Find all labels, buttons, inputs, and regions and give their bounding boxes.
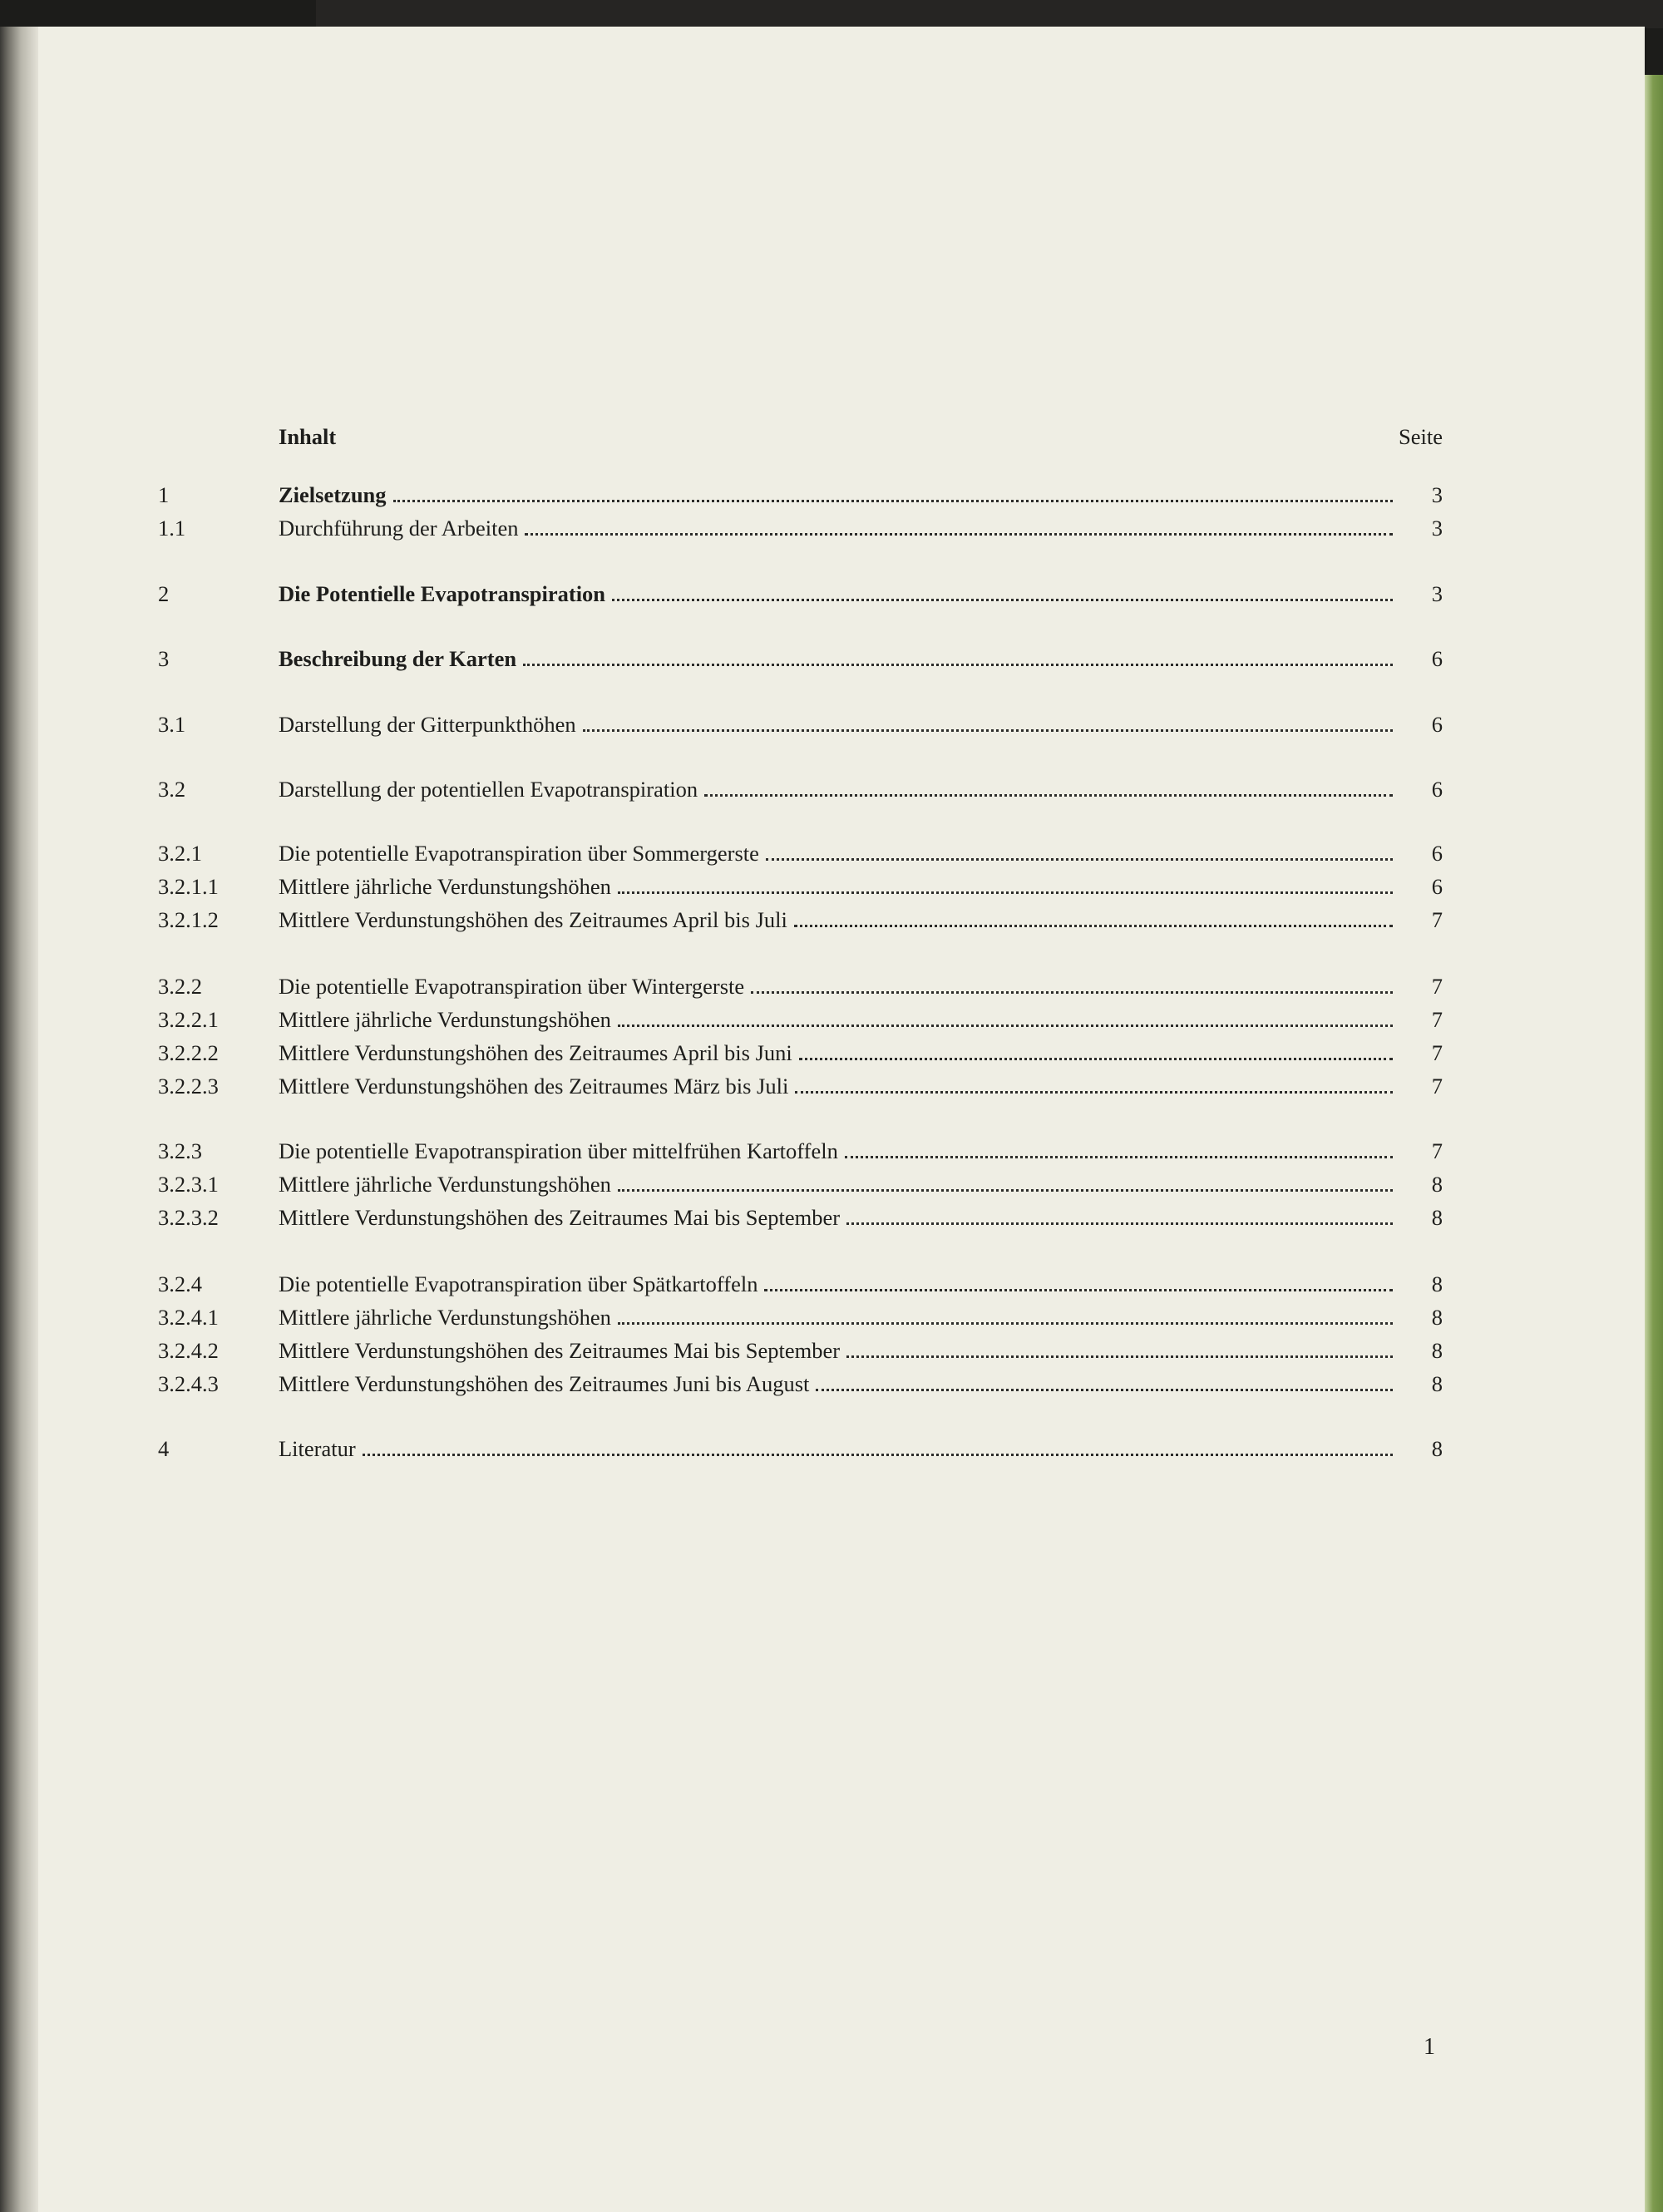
toc-entry[interactable] [158,581,1443,615]
toc-entry-title: Die potentielle Evapotranspiration über mittelfrühen Kartoffeln [279,1138,838,1163]
toc-entry[interactable] [158,841,1443,874]
toc-entry-number: 3.2.4.2 [158,1338,219,1363]
toc-entry-page: 8 [1431,1271,1443,1296]
toc-entry-title: Durchführung der Arbeiten [279,516,519,541]
toc-entry-page: 3 [1431,516,1443,541]
toc-entry[interactable] [158,646,1443,679]
toc-entry-title: Zielsetzung [279,482,387,507]
dot-leader [846,1222,1393,1225]
dot-leader [618,891,1393,894]
toc-page-column-label: Seite [1399,424,1443,449]
dot-leader [525,533,1393,536]
toc-entry-page: 7 [1431,974,1443,999]
toc-entry-number: 3.2.3.1 [158,1172,219,1197]
dot-leader [845,1156,1393,1158]
toc-entry-number: 1.1 [158,516,186,541]
toc-entry-title: Die potentielle Evapotranspiration über Sommergerste [279,841,759,866]
toc-entry-page: 7 [1431,1074,1443,1099]
toc-entry-page: 8 [1431,1172,1443,1197]
toc-entry-number: 3.2.4.1 [158,1305,219,1330]
toc-entry-number: 3.2.2.2 [158,1040,219,1065]
toc-entry[interactable] [158,1172,1443,1205]
toc-entry-title: Mittlere jährliche Verdunstungshöhen [279,1172,611,1197]
toc-entry-number: 3.1 [158,712,186,737]
toc-entry-page: 6 [1431,841,1443,866]
dot-leader [794,925,1393,927]
dot-leader [363,1454,1393,1456]
dot-leader [764,1289,1393,1291]
toc-entry[interactable] [158,777,1443,810]
toc-entry[interactable] [158,1305,1443,1338]
toc-entry-title: Mittlere jährliche Verdunstungshöhen [279,874,611,899]
toc-entry-title: Mittlere jährliche Verdunstungshöhen [279,1007,611,1032]
toc-entry-number: 3.2.3 [158,1138,202,1163]
toc-entry[interactable] [158,1007,1443,1040]
dot-leader [618,1322,1393,1325]
toc-entry-title: Beschreibung der Karten [279,646,517,671]
toc-entry[interactable] [158,1436,1443,1469]
toc-entry-title: Mittlere Verdunstungshöhen des Zeitraumes März bis Juli [279,1074,789,1099]
toc-entry-page: 8 [1431,1436,1443,1461]
toc-entry-title: Die potentielle Evapotranspiration über Spätkartoffeln [279,1271,758,1296]
dot-leader [612,599,1393,601]
toc-entry-number: 3.2.1 [158,841,202,866]
toc-entry-page: 6 [1431,874,1443,899]
toc-entry-title: Mittlere jährliche Verdunstungshöhen [279,1305,611,1330]
toc-entry[interactable] [158,1138,1443,1172]
dot-leader [816,1389,1393,1391]
toc-entry[interactable] [158,1040,1443,1074]
toc-entry-number: 3.2.2.1 [158,1007,219,1032]
toc-entry[interactable] [158,1338,1443,1371]
dot-leader [523,664,1393,666]
dot-leader [393,500,1393,502]
toc-entry[interactable] [158,1271,1443,1305]
toc-entry-page: 6 [1431,777,1443,802]
toc-entry[interactable] [158,1074,1443,1107]
toc-entry-page: 3 [1431,482,1443,507]
toc-entry[interactable] [158,1205,1443,1238]
dot-leader [751,991,1393,994]
scan-top-border [316,0,1663,28]
toc-entry-number: 3 [158,646,170,671]
dot-leader [795,1091,1393,1094]
toc-entry-page: 3 [1431,581,1443,606]
toc-entry-page: 8 [1431,1205,1443,1230]
toc-entry-number: 3.2 [158,777,186,802]
toc-entry-page: 8 [1431,1338,1443,1363]
dot-leader [618,1025,1393,1027]
toc-entry-title: Darstellung der potentiellen Evapotranspiration [279,777,698,802]
toc-entry-number: 3.2.2 [158,974,202,999]
toc-entry-title: Mittlere Verdunstungshöhen des Zeitraumes April bis Juni [279,1040,792,1065]
toc-title: Inhalt [279,424,337,449]
dot-leader [583,729,1393,732]
toc-entry[interactable] [158,712,1443,745]
toc-entry-page: 8 [1431,1305,1443,1330]
toc-entry[interactable] [158,516,1443,549]
toc-entry-page: 6 [1431,646,1443,671]
toc-entry-title: Die potentielle Evapotranspiration über Wintergerste [279,974,745,999]
toc-entry-title: Die Potentielle Evapotranspiration [279,581,606,606]
toc-entry[interactable] [158,974,1443,1007]
toc-header [158,424,1443,457]
toc-entry-title: Mittlere Verdunstungshöhen des Zeitraumes Mai bis September [279,1205,841,1230]
toc-entry-title: Mittlere Verdunstungshöhen des Zeitraumes Juni bis August [279,1371,810,1396]
toc-entry-number: 3.2.3.2 [158,1205,219,1230]
table-of-contents [158,424,1443,1469]
toc-entry-title: Mittlere Verdunstungshöhen des Zeitraumes Mai bis September [279,1338,841,1363]
toc-entry-page: 7 [1431,907,1443,932]
toc-entry-page: 7 [1431,1138,1443,1163]
toc-entry-number: 4 [158,1436,170,1461]
toc-entry-number: 3.2.4.3 [158,1371,219,1396]
dot-leader [704,794,1393,797]
toc-entry-number: 2 [158,581,170,606]
toc-entry-page: 6 [1431,712,1443,737]
toc-entry-page: 7 [1431,1040,1443,1065]
spine-shadow [0,27,38,2212]
toc-entry-page: 8 [1431,1371,1443,1396]
toc-entry-number: 3.2.1.1 [158,874,219,899]
toc-entry-title: Darstellung der Gitterpunkthöhen [279,712,576,737]
cover-edge [1645,75,1663,2212]
toc-entry-title: Mittlere Verdunstungshöhen des Zeitraumes April bis Juli [279,907,787,932]
toc-entry-number: 3.2.4 [158,1271,202,1296]
toc-entry-number: 3.2.2.3 [158,1074,219,1099]
toc-entry[interactable] [158,874,1443,907]
page-number: 1 [1424,2034,1435,2060]
dot-leader [846,1355,1393,1358]
toc-entry[interactable] [158,907,1443,941]
toc-entry-title: Literatur [279,1436,356,1461]
toc-entry-number: 1 [158,482,170,507]
dot-leader [766,858,1393,861]
dot-leader [799,1058,1393,1060]
toc-entry[interactable] [158,482,1443,516]
toc-entry-page: 7 [1431,1007,1443,1032]
toc-entry[interactable] [158,1371,1443,1405]
toc-entry-number: 3.2.1.2 [158,907,219,932]
dot-leader [618,1189,1393,1192]
